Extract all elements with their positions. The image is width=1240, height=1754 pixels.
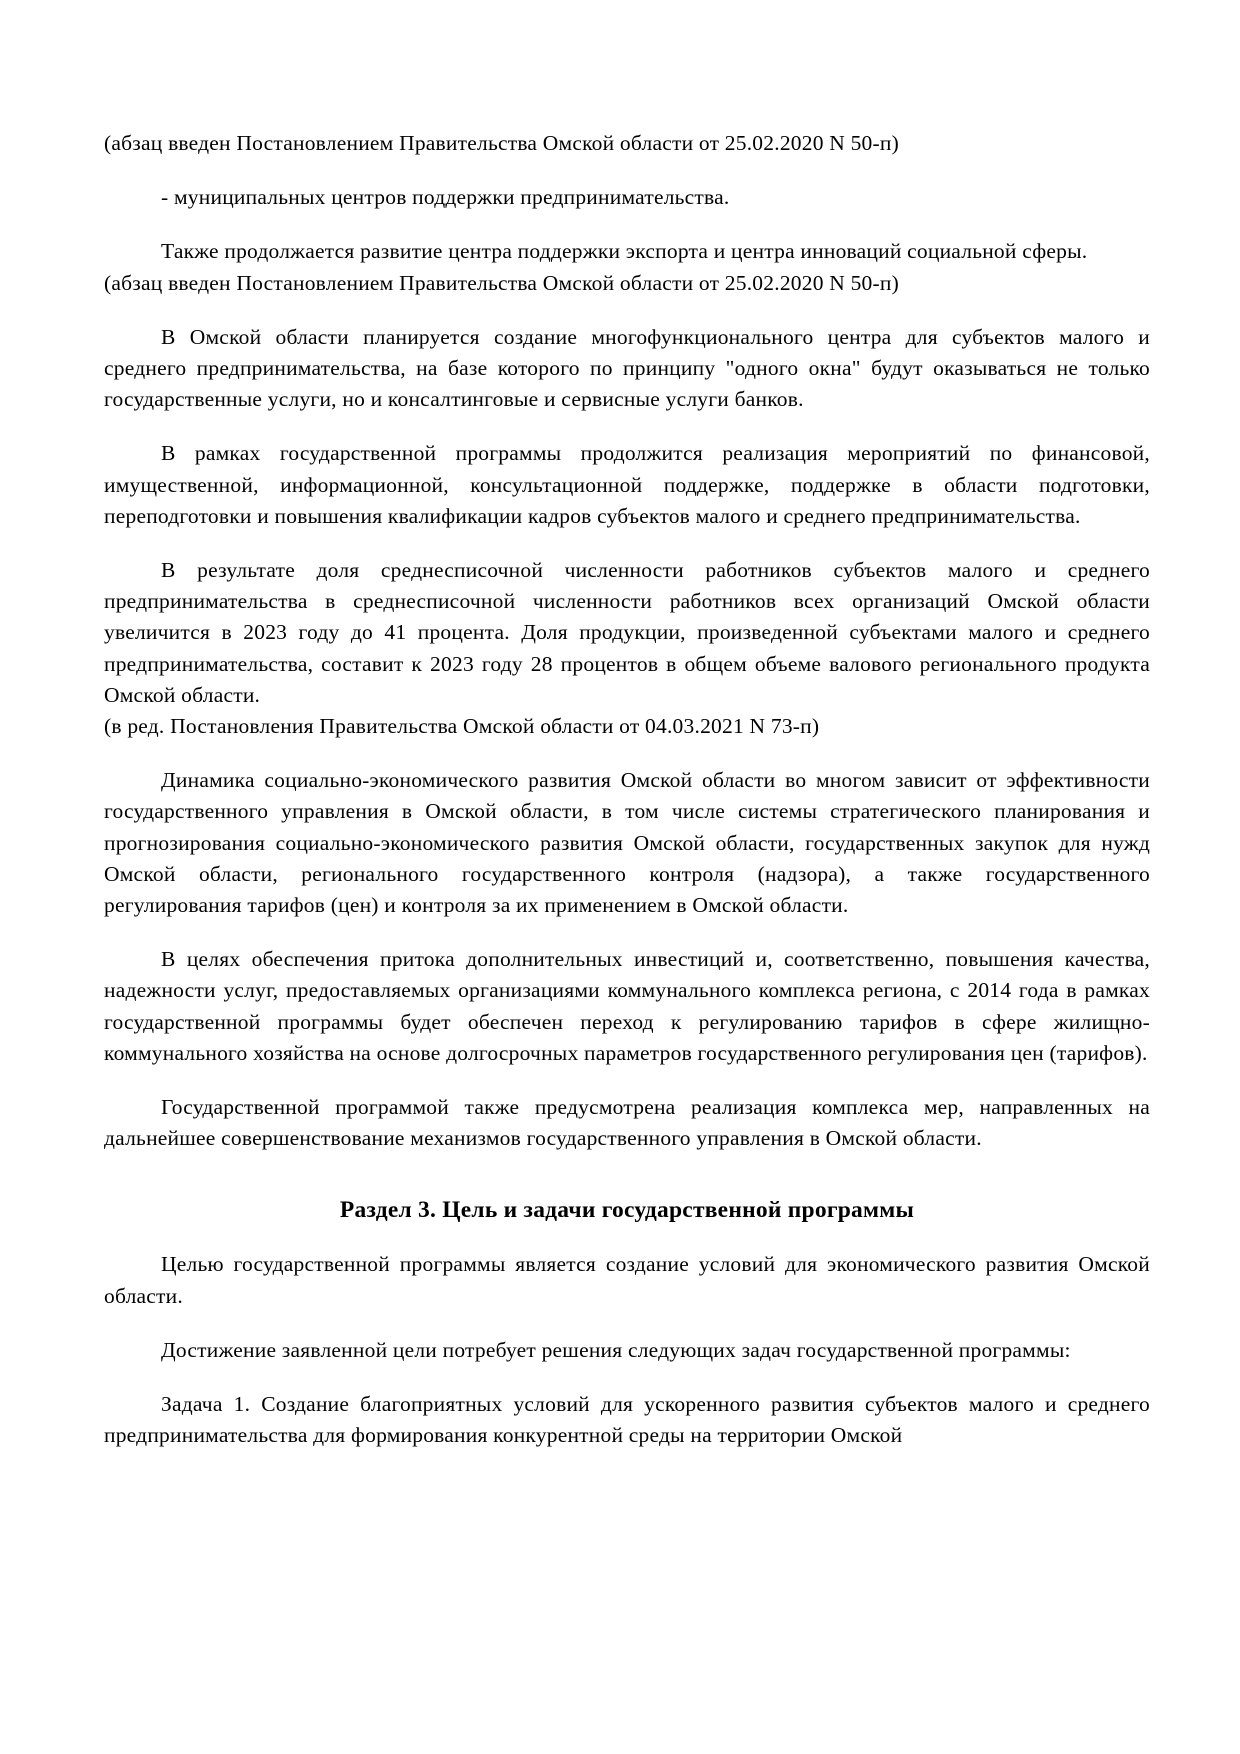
- body-paragraph: В результате доля среднесписочной численности работников субъектов малого и среднего предпринимательства в среднесписочной численности работников всех организаций Омской области увеличится в 2023 году до 41 процента. Доля продукции, произведенной субъектами малого и среднего предпринимательства, составит к 2023 году 28 процентов в общем объеме валового регионального продукта Омской области.: [104, 558, 1150, 707]
- body-paragraph: В целях обеспечения притока дополнительных инвестиций и, соответственно, повышения качества, надежности услуг, предоставляемых организациями коммунального комплекса региона, с 2014 года в рамках государственной программы будет обеспечен переход к регулированию тарифов в сфере жилищно-коммунального хозяйства на основе долгосрочных параметров государственного регулирования цен (тарифов).: [104, 947, 1150, 1065]
- section-heading: Раздел 3. Цель и задачи государственной программы: [339, 1197, 915, 1224]
- amendment-note: (абзац введен Постановлением Правительства Омской области от 25.02.2020 N 50-п): [104, 131, 899, 155]
- amendment-note: (абзац введен Постановлением Правительства Омской области от 25.02.2020 N 50-п): [104, 270, 899, 295]
- body-paragraph: Задача 1. Создание благоприятных условий для ускоренного развития субъектов малого и среднего предпринимательства для формирования конкурентной среды на территории Омской: [104, 1392, 1150, 1448]
- body-paragraph: В рамках государственной программы продолжится реализация мероприятий по финансовой, имущественной, информационной, консультационной поддержке, поддержке в области подготовки, переподготовки и повышения квалификации кадров субъектов малого и среднего предпринимательства.: [104, 441, 1150, 528]
- body-paragraph: Динамика социально-экономического развития Омской области во многом зависит от эффективности государственного управления в Омской области, в том числе системы стратегического планирования и прогнозирования социально-экономического развития Омской области, государственных закупок для нужд Омской области, регионального государственного контроля (надзора), а также государственного регулирования тарифов (цен) и контроля за их применением в Омской области.: [104, 768, 1150, 918]
- body-paragraph: Также продолжается развитие центра поддержки экспорта и центра инноваций социальной сферы.: [161, 239, 1088, 264]
- body-paragraph: Достижение заявленной цели потребует решения следующих задач государственной программы:: [161, 1337, 1071, 1362]
- body-paragraph: Целью государственной программы является создание условий для экономического развития Омской области.: [104, 1252, 1150, 1308]
- body-paragraph: В Омской области планируется создание многофункционального центра для субъектов малого и среднего предпринимательства, на базе которого по принципу "одного окна" будут оказываться не только государственные услуги, но и консалтинговые и сервисные услуги банков.: [104, 324, 1150, 412]
- amendment-note: (в ред. Постановления Правительства Омской области от 04.03.2021 N 73-п): [104, 714, 820, 739]
- body-paragraph: Государственной программой также предусмотрена реализация комплекса мер, направленных на дальнейшее совершенствование механизмов государственного управления в Омской области.: [104, 1095, 1150, 1151]
- list-item: - муниципальных центров поддержки предпринимательства.: [161, 185, 730, 210]
- document-body: [104, 128, 1150, 1452]
